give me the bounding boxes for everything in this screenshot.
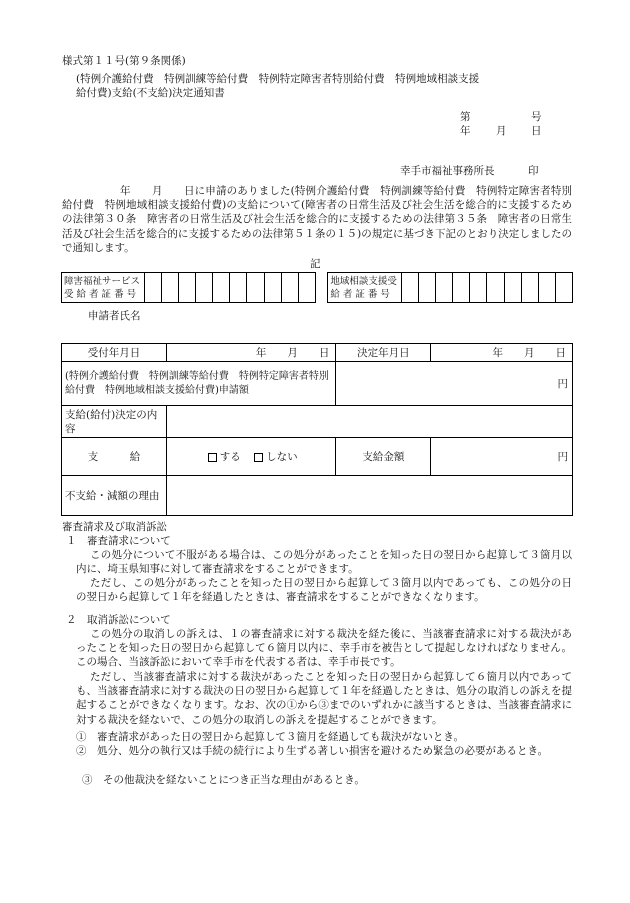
cert-digit-box[interactable] [298, 273, 315, 303]
date-month: 月 [496, 125, 507, 137]
decision-content-value[interactable] [167, 406, 573, 438]
payment-label: 支 給 [62, 438, 167, 476]
cert-digit-box[interactable] [161, 273, 178, 303]
cert-digit-box[interactable] [521, 273, 538, 303]
section-2-title: ２ 取消訴訟について [66, 614, 171, 626]
issuer: 幸手市福祉事務所長 [400, 165, 495, 177]
notice-heading: 審査請求及び取消訴訟 [62, 521, 167, 533]
list-item-1: ① 審査請求があった日の翌日から起算して３箇月を経過しても裁決がないとき。 [76, 731, 464, 743]
cert-digit-box[interactable] [230, 273, 247, 303]
cert-digit-box[interactable] [436, 273, 453, 303]
date-year: 年 [460, 125, 471, 137]
cert-digit-box[interactable] [538, 273, 555, 303]
doc-no-label: 第 [460, 111, 471, 123]
service-cert-label: 障害福祉サービス 受 給 者 証 番 号 [62, 273, 145, 303]
cert-digit-box[interactable] [179, 273, 196, 303]
ki-label: 記 [310, 258, 321, 270]
option-no-label: しない [266, 451, 298, 463]
decided-date-label: 決定年月日 [336, 344, 431, 362]
amount-requested-label: (特例介護給付費 特例訓練等給付費 特例特定障害者特別給付費 特例地域相談支援給付費)申請額 [62, 362, 336, 406]
cert-digit-box[interactable] [402, 273, 419, 303]
consult-cert-label: 地域相談支援受 給 者 証 番 号 [328, 273, 402, 303]
title-line-1: (特例介護給付費 特例訓練等給付費 特例特定障害者特別給付費 特例地域相談支援 [76, 73, 480, 85]
cert-digit-box[interactable] [144, 273, 161, 303]
decision-content-label: 支給(給付)決定の内容 [62, 406, 167, 438]
form-number: 様式第１１号(第９条関係) [62, 55, 186, 67]
date-day: 日 [531, 125, 542, 137]
section-2-paragraph-2: ただし、当該審査請求に対する裁決があったことを知った日の翌日から起算して６箇月以内であっても、当該審査請求に対する裁決の日の翌日から起算して１年を経過したときは、処分の取消しの訴えを提起することができなくなります。なお、次の①から③までのいずれかに該当するときは、当該審査請求に対する裁決を経ないで、この処分の取消しの訴えを提起することができます。 [76, 671, 572, 726]
section-2-paragraph-1: この処分の取消しの訴えは、１の審査請求に対する裁決を経た後に、当該審査請求に対する裁決があったことを知った日の翌日から起算して６箇月以内に、幸手市を被告として提起しなければなりません。この場合、当該訴訟において幸手市を代表する者は、幸手市長です。 [76, 628, 572, 669]
divider [62, 329, 573, 330]
spacer-cell [315, 273, 328, 303]
decided-date-value[interactable]: 年 月 日 [431, 344, 573, 362]
cert-digit-box[interactable] [264, 273, 281, 303]
checkbox-yes[interactable] [208, 453, 217, 462]
cert-digit-box[interactable] [504, 273, 521, 303]
received-date-label: 受付年月日 [62, 344, 167, 362]
payment-amount-value[interactable]: 円 [431, 438, 573, 476]
cert-digit-box[interactable] [196, 273, 213, 303]
list-item-2: ② 処分、処分の執行又は手続の続行により生ずる著しい損害を避けるため緊急の必要があるとき。 [76, 745, 549, 757]
cert-digit-box[interactable] [281, 273, 298, 303]
cert-digit-box[interactable] [213, 273, 230, 303]
decision-table [61, 343, 573, 516]
cert-digit-box[interactable] [247, 273, 264, 303]
section-1-paragraph-1: この処分について不服がある場合は、この処分があったことを知った日の翌日から起算して３箇月以内に、埼玉県知事に対して審査請求をすることができます。 [76, 549, 572, 576]
applicant-name-label: 申請者氏名 [88, 310, 141, 322]
amount-requested-value[interactable]: 円 [336, 362, 573, 406]
checkbox-no[interactable] [254, 453, 263, 462]
id-number-table [61, 272, 573, 303]
cert-digit-box[interactable] [487, 273, 504, 303]
list-item-3: ③ その他裁決を経ないことにつき正当な理由があるとき。 [82, 774, 365, 786]
seal-mark: 印 [528, 165, 539, 177]
payment-options [167, 438, 336, 476]
cert-digit-box[interactable] [555, 273, 572, 303]
title-line-2: 給付費)支給(不支給)決定通知書 [76, 87, 225, 99]
option-yes-label: する [219, 451, 241, 463]
reason-label: 不支給・減額の理由 [62, 476, 167, 516]
doc-no-suffix: 号 [531, 111, 542, 123]
cert-digit-box[interactable] [419, 273, 436, 303]
payment-amount-label: 支給金額 [336, 438, 431, 476]
section-1-paragraph-2: ただし、この処分があったことを知った日の翌日から起算して３箇月以内であっても、この処分の日の翌日から起算して１年を経過したときは、審査請求をすることができなくなります。 [76, 577, 572, 604]
cert-digit-box[interactable] [470, 273, 487, 303]
received-date-value[interactable]: 年 月 日 [167, 344, 336, 362]
section-1-title: １ 審査請求について [66, 535, 171, 547]
reason-value[interactable] [167, 476, 573, 516]
cert-digit-box[interactable] [453, 273, 470, 303]
intro-paragraph: 年 月 日に申請のありました(特例介護給付費 特例訓練等給付費 特例特定障害者特別給付費 特例地域相談支援給付費)の支給について(障害者の日常生活及び社会生活を総合的に支援するための法律第３０条 障害者の日常生活及び社会生活を総合的に支援するための法律第３５条 障害者の日常生活及び社会生活を総合的に支援するための法律第５１条の１５)の規定に基づき下記のとおり決定しましたので通知します。 [62, 185, 572, 254]
